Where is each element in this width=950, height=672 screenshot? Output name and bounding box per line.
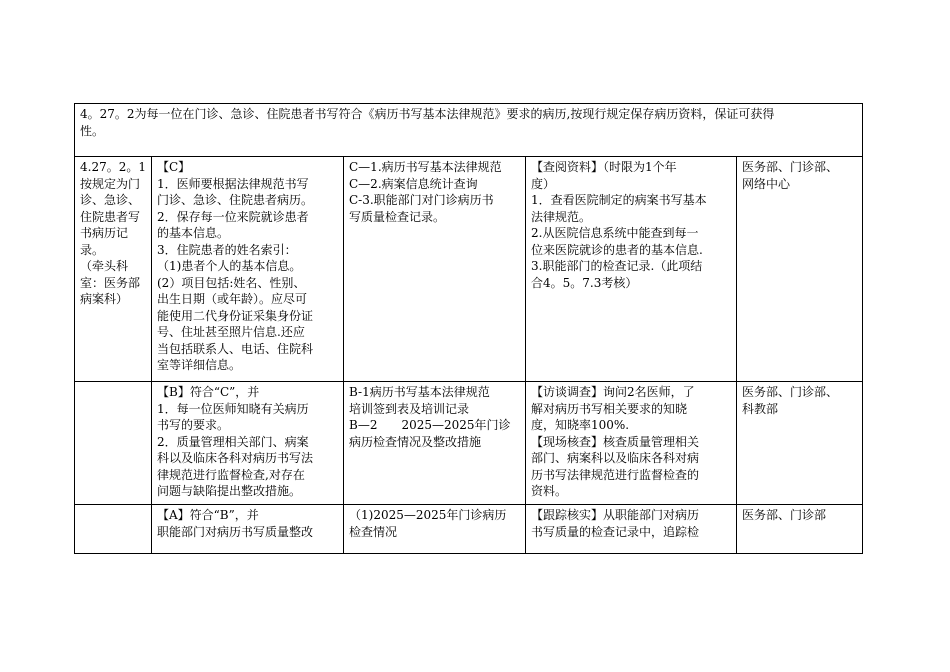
table-header-row bbox=[75, 104, 863, 157]
clause-description: 4。27。2为每一位在门诊、急诊、住院患者书写符合《病历书写基本法律规范》要求的病历,按现行规定保存病历资料，保证可获得 性。 bbox=[75, 104, 863, 157]
table-row bbox=[75, 505, 863, 554]
method-cell: 【跟踪核实】从职能部门对病历 书写质量的检查记录中，追踪检 bbox=[526, 505, 737, 554]
evidence-cell: C—1.病历书写基本法律规范 C—2.病案信息统计查询 C-3.职能部门对门诊病历书 写质量检查记录。 bbox=[344, 157, 526, 382]
evidence-cell: （1)2025—2025年门诊病历 检查情况 bbox=[344, 505, 526, 554]
department-cell: 医务部、门诊部、 科教部 bbox=[737, 382, 863, 505]
table-row bbox=[75, 382, 863, 505]
standard-cell: 【C】 1．医师要根据法律规范书写 门诊、急诊、住院患者病历。 2．保存每一位来院就诊患者 的基本信息。 3．住院患者的姓名索引： （1)患者个人的基本信息。 (2）项目包括:姓名、性别、 出生日期（或年龄）。应尽可 能使用二代身份证采集身份证 号、住址甚至照片信息.还应 当包括联系人、电话、住院科 室等详细信息。 bbox=[152, 157, 344, 382]
method-cell: 【查阅资料】（时限为1个年 度） 1．查看医院制定的病案书写基本 法律规范。 2.从医院信息系统中能查到每一 位来医院就诊的患者的基本信息. 3.职能部门的检查记录.（此项结 合4。5。7.3考核） bbox=[526, 157, 737, 382]
evidence-cell: B-1病历书写基本法律规范 培训签到表及培训记录 B—2 2025—2025年门诊 病历检查情况及整改措施 bbox=[344, 382, 526, 505]
item-cell bbox=[75, 382, 152, 505]
method-cell: 【访谈调查】询问2名医师，了 解对病历书写相关要求的知晓 度，知晓率100%. 【现场核查】核查质量管理相关 部门、病案科以及临床各科对病 历书写法律规范进行监督检查的 资料。 bbox=[526, 382, 737, 505]
standards-table bbox=[74, 103, 863, 554]
item-cell bbox=[75, 505, 152, 554]
standard-cell: 【B】符合“C”，并 1．每一位医师知晓有关病历 书写的要求。 2．质量管理相关部门、病案 科以及临床各科对病历书写法 律规范进行监督检查,对存在 问题与缺陷提出整改措施。 bbox=[152, 382, 344, 505]
table-row bbox=[75, 157, 863, 382]
item-cell: 4.27。2。1 按规定为门 诊、急诊、 住院患者写 书病历记 录。 （牵头科 室：医务部 病案科） bbox=[75, 157, 152, 382]
department-cell: 医务部、门诊部 bbox=[737, 505, 863, 554]
department-cell: 医务部、门诊部、 网络中心 bbox=[737, 157, 863, 382]
standard-cell: 【A】符合“B”，并 职能部门对病历书写质量整改 bbox=[152, 505, 344, 554]
